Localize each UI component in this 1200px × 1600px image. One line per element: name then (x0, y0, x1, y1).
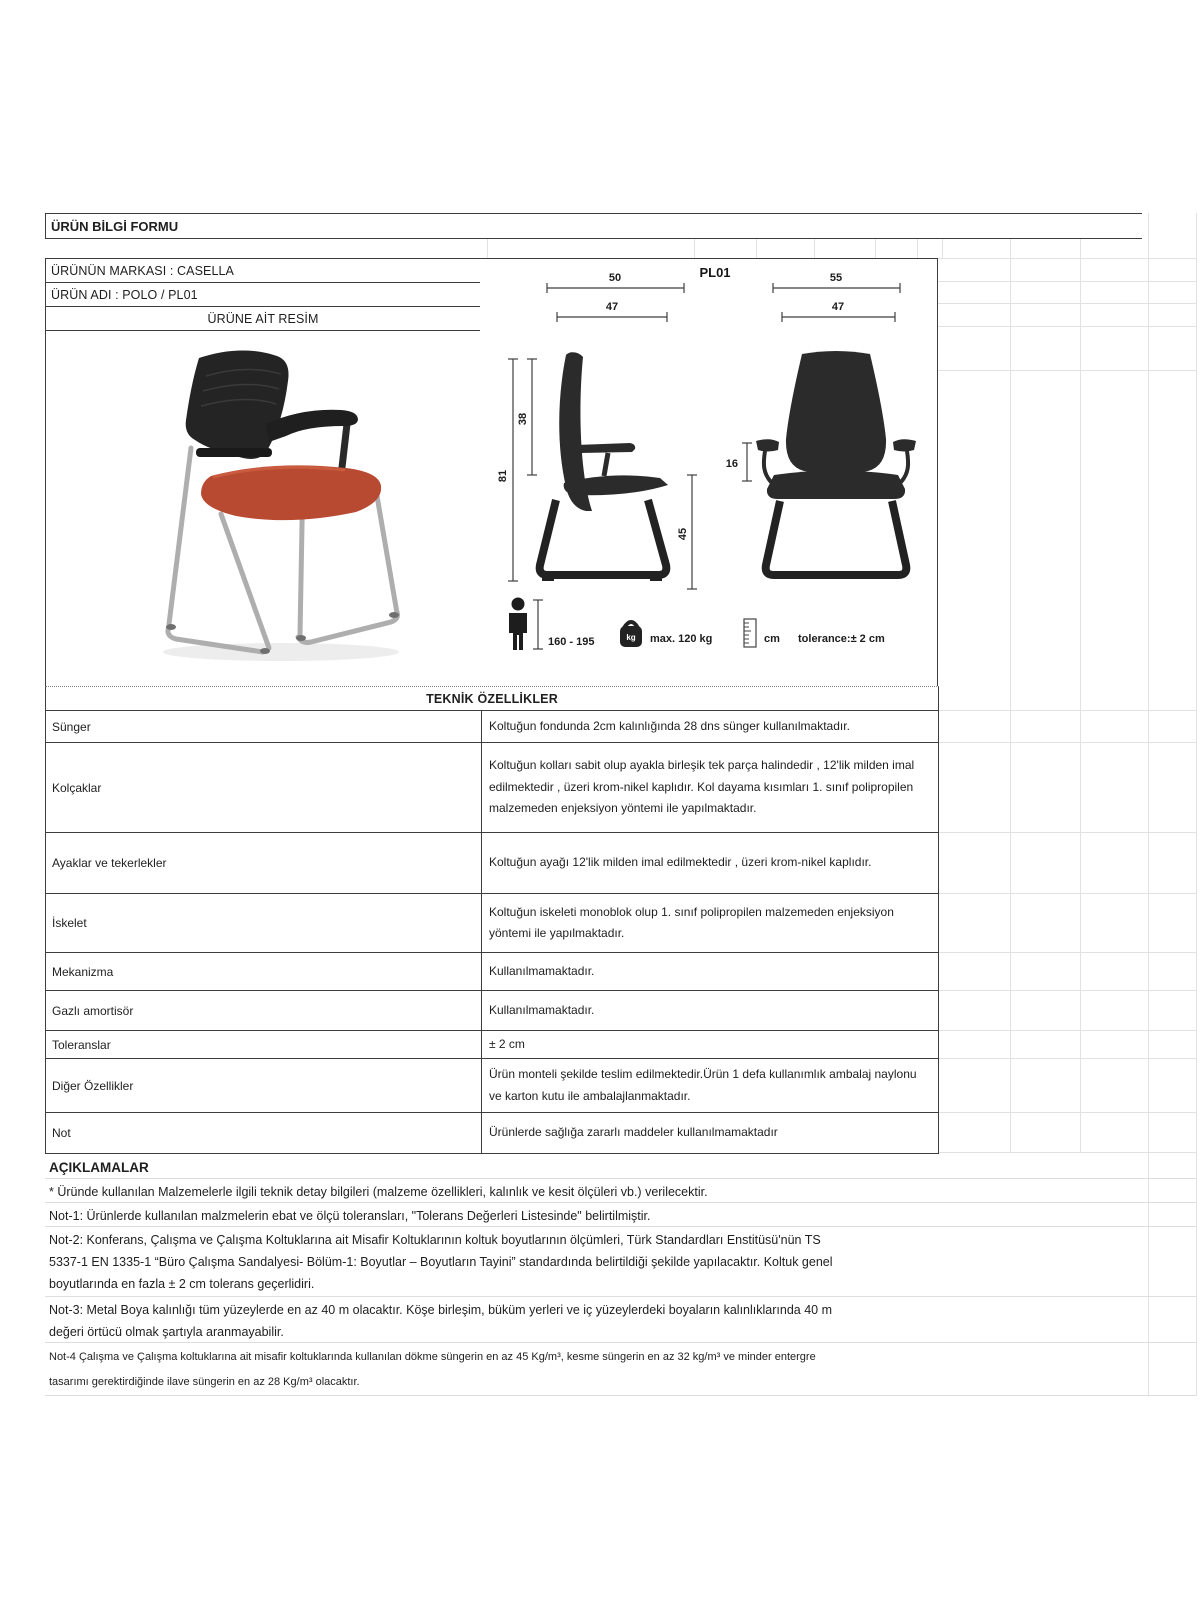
user-height-label: 160 - 195 (548, 636, 595, 648)
grid-line (937, 952, 1196, 953)
grid-line (937, 370, 1196, 371)
back-armrest-right-post (901, 451, 908, 482)
brand-row (46, 259, 480, 283)
table-row (46, 1113, 938, 1153)
grid-line (1080, 213, 1081, 1152)
side-armrest (575, 443, 635, 453)
note-text: tasarımı gerektirdiğinde ilave süngerin en az 28 Kg/m³ olacaktır. (49, 1376, 360, 1388)
dim-armrest-height-label: 16 (725, 458, 738, 470)
table-row (46, 894, 938, 953)
table-row (46, 743, 938, 833)
note-text: Not-3: Metal Boya kalınlığı tüm yüzeylerde en az 40 m olacaktır. Köşe birleşim, büküm yerleri ve iç yüzeylerdeki boyaların kalınlıklarında 40 m (49, 1303, 832, 1317)
model-code: PL01 (699, 265, 731, 280)
specs-header: TEKNİK ÖZELLİKLER (46, 687, 938, 711)
side-sled-base (540, 500, 667, 575)
grid-line (937, 742, 1196, 743)
table-row (46, 1059, 938, 1113)
brand-text: ÜRÜNÜN MARKASI : CASELLA (51, 263, 234, 278)
spec-label: Gazlı amortisör (46, 991, 482, 1030)
spec-label: Diğer Özellikler (46, 1059, 482, 1112)
note-text: Not-4 Çalışma ve Çalışma koltuklarına ait misafir koltuklarında kullanılan dökme süngerin en az 45 Kg/m³, kesme süngerin en az 32 kg/m³ ve minder entergre (49, 1351, 816, 1363)
note-row (45, 1203, 1197, 1227)
table-row (46, 833, 938, 894)
note-row (45, 1179, 1197, 1203)
spec-value: Kullanılmamaktadır. (489, 1002, 595, 1017)
note-text: Not-1: Ürünlerde kullanılan malzmelerin ebat ve ölçü toleransları, "Tolerans Değerleri Listesinde" belirtilmiştir. (49, 1209, 651, 1223)
spec-value: ± 2 cm (489, 1036, 525, 1051)
side-armrest-post (604, 453, 608, 476)
note-text: 5337-1 EN 1335-1 “Büro Çalışma Sandalyesi- Bölüm-1: Boyutlar – Boyutların Tayini” standardında belirtildiği şekilde yapılacaktır. Koltuk genel (49, 1255, 833, 1269)
spec-value: Koltuğun fondunda 2cm kalınlığında 28 dns sünger kullanılmaktadır. (489, 718, 850, 733)
grid-line (937, 893, 1196, 894)
technical-drawing (480, 259, 937, 686)
note-text: Not-2: Konferans, Çalışma ve Çalışma Koltuklarına ait Misafir Koltuklarının koltuk boyutlarının ölçümleri, Türk Standardları Enstitüsü'nün TS (49, 1233, 821, 1247)
side-foot (650, 576, 662, 581)
dim-back-seat-width (782, 312, 895, 322)
grid-line (937, 710, 1196, 711)
grid-line (937, 281, 1196, 282)
dim-overall-width-label: 50 (608, 272, 622, 284)
ruler-icon (744, 619, 756, 647)
image-caption-row (46, 307, 480, 331)
grid-line (937, 1112, 1196, 1113)
spec-value: Ürün monteli şekilde teslim edilmektedir.Ürün 1 defa kullanımlık ambalaj naylonu ve karton kutu ile ambalajlanmaktadır. (489, 1067, 917, 1103)
form-title-text: ÜRÜN BİLGİ FORMU (51, 218, 179, 234)
back-foot (886, 573, 898, 579)
product-name-row (46, 283, 480, 307)
spec-label: Sünger (46, 711, 482, 742)
dimension-unit-label: cm (764, 633, 780, 645)
back-foot (774, 573, 786, 579)
left-armrest (196, 448, 272, 457)
grid-line (937, 1030, 1196, 1031)
note-row (45, 1343, 1197, 1396)
max-load-label: max. 120 kg (650, 633, 713, 645)
form-title (45, 213, 1142, 239)
spec-value: Koltuğun iskeleti monoblok olup 1. sınıf polipropilen malzemeden enjeksiyon yöntemi ile yapılmaktadır. (489, 904, 894, 940)
back-view-diagram (726, 272, 916, 579)
dim-seat-width-label: 47 (605, 301, 619, 313)
dim-back-seat-width-label: 47 (831, 301, 845, 313)
dim-back-overall-width (773, 283, 900, 293)
back-backrest (786, 351, 886, 474)
spec-label: Kolçaklar (46, 743, 482, 832)
dim-overall-height (508, 359, 518, 581)
legend-row (509, 598, 885, 651)
back-seat (767, 471, 905, 500)
grid-line (937, 303, 1196, 304)
product-name-text: ÜRÜN ADI : POLO / PL01 (51, 287, 198, 302)
notes-header: AÇIKLAMALAR (45, 1152, 1197, 1179)
grid-line (937, 832, 1196, 833)
spec-label: Mekanizma (46, 953, 482, 990)
tolerance-label: tolerance:± 2 cm (798, 633, 885, 645)
note-row (45, 1227, 1197, 1297)
back-armrest-left-post (764, 451, 771, 482)
back-sled-base (766, 501, 907, 575)
person-height-dim (533, 600, 543, 649)
technical-drawing-panel (480, 258, 938, 687)
weight-icon (620, 622, 642, 647)
grid-line (937, 1058, 1196, 1059)
spec-label: İskelet (46, 894, 482, 952)
grid-line (937, 258, 1196, 259)
side-foot (542, 576, 554, 581)
notes-section (45, 1152, 1197, 1396)
chair-backrest (186, 350, 289, 458)
note-text: boyutlarında en fazla ± 2 cm tolerans geçerlidiri. (49, 1277, 315, 1291)
grid-line (1010, 213, 1011, 1152)
side-view-diagram (497, 272, 697, 589)
dim-back-overall-width-label: 55 (829, 272, 843, 284)
spec-label: Ayaklar ve tekerlekler (46, 833, 482, 893)
back-armrest-left (756, 439, 779, 451)
product-identity-panel (45, 258, 481, 687)
dim-overall-height-label: 81 (497, 469, 509, 483)
table-row (46, 953, 938, 991)
dim-overall-width (547, 283, 684, 293)
chair-shadow (163, 643, 399, 661)
table-row (46, 711, 938, 743)
spec-label: Toleranslar (46, 1031, 482, 1058)
grid-line (937, 990, 1196, 991)
dim-armrest-height (742, 443, 752, 481)
spec-value: Kullanılmamaktadır. (489, 963, 595, 978)
product-photo-chair (151, 336, 441, 666)
spec-value: Koltuğun ayağı 12'lik milden imal edilmektedir , üzeri krom-nikel kaplıdır. (489, 855, 872, 870)
dim-seat-width (557, 312, 667, 322)
note-row (45, 1297, 1197, 1343)
note-text: değeri örtücü olmak şartıyla aranmayabilir. (49, 1325, 284, 1339)
weight-unit-label: kg (626, 633, 636, 642)
person-icon (509, 598, 527, 651)
image-caption-text: ÜRÜNE AİT RESİM (207, 311, 319, 326)
spec-label: Not (46, 1113, 482, 1153)
table-row (46, 991, 938, 1031)
spec-value: Ürünlerde sağlığa zararlı maddeler kullanılmamaktadır (489, 1125, 778, 1140)
note-text: * Üründe kullanılan Malzemelerle ilgili teknik detay bilgileri (malzeme özellikleri, kalınlık ve kesit ölçüleri vb.) verilecektir. (49, 1185, 708, 1199)
dim-back-height-label: 38 (517, 412, 529, 426)
spec-value: Koltuğun kolları sabit olup ayakla birleşik tek parça halindedir , 12'lik milden imal edilmektedir , üzeri krom-nikel kaplıdır. Kol dayama kısımları 1. sınıf polipropilen malzemeden enjeksiyon yöntemi ile yapılmaktadır. (489, 758, 915, 816)
back-armrest-right (893, 439, 916, 451)
technical-specs-table (45, 686, 939, 1154)
dim-seat-height-label: 45 (677, 527, 689, 541)
grid-line (937, 326, 1196, 327)
table-row (46, 1031, 938, 1059)
